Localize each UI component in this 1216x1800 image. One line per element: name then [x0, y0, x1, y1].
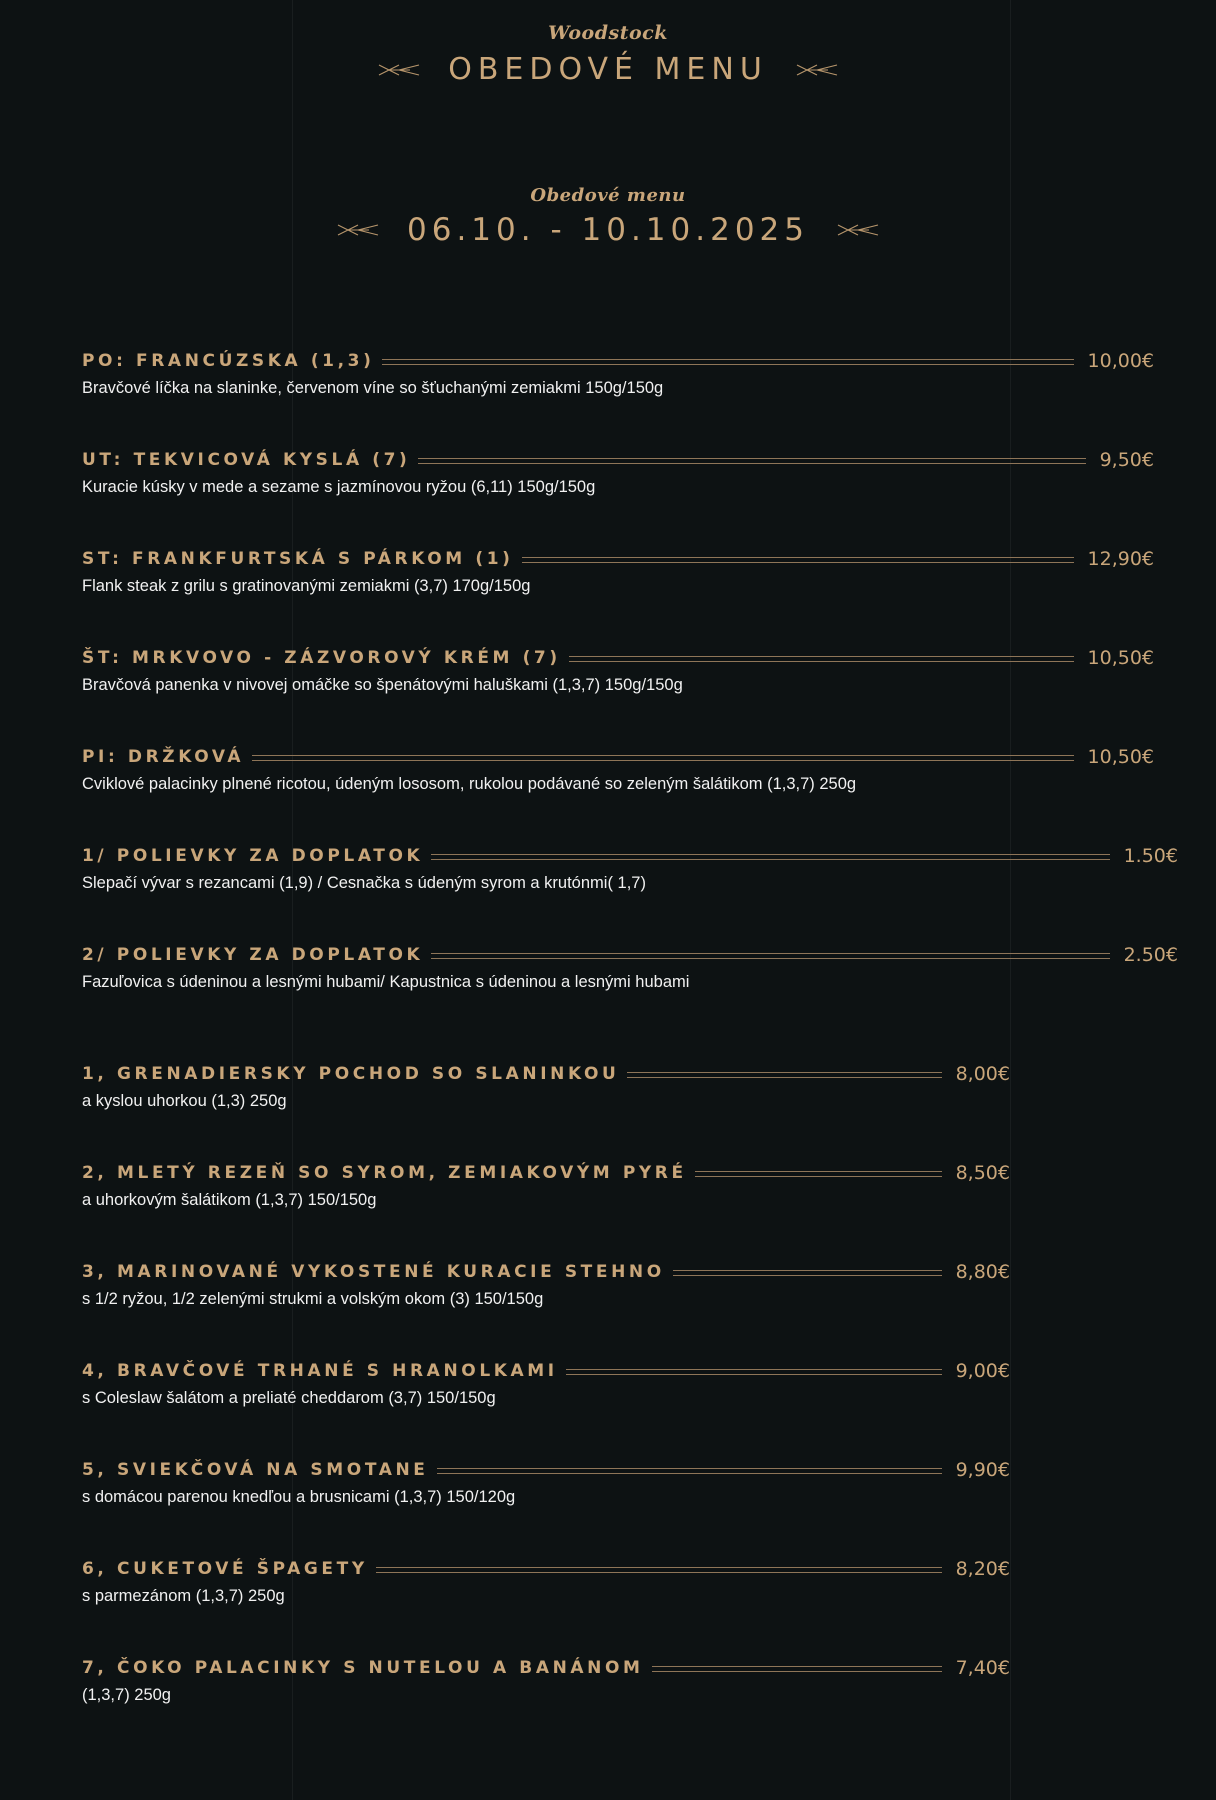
- ornament-right-icon: [796, 63, 838, 77]
- ornament-left-icon: [378, 63, 420, 77]
- item-name: PO: FRANCÚZSKA (1,3): [82, 351, 375, 371]
- item-price: 2.50€: [1123, 944, 1178, 966]
- item-price: 10,50€: [1087, 647, 1154, 669]
- dotted-leader: [437, 1468, 942, 1474]
- date-range: 06.10. - 10.10.2025: [407, 212, 809, 248]
- item-description: Bravčová panenka v nivovej omáčke so špenátovými haluškami (1,3,7) 150g/150g: [82, 676, 683, 694]
- dotted-leader: [382, 359, 1073, 365]
- menu-item: [82, 942, 1178, 1041]
- menu-item: [82, 843, 1178, 942]
- dotted-leader: [673, 1270, 942, 1276]
- week-header: [0, 185, 1216, 248]
- item-price: 12,90€: [1087, 548, 1154, 570]
- menu-item: [82, 1061, 1010, 1160]
- menu-item: [82, 1160, 1010, 1259]
- ornament-left-icon: [337, 223, 379, 237]
- item-description: a kyslou uhorkou (1,3) 250g: [82, 1092, 287, 1110]
- item-description: a uhorkovým šalátikom (1,3,7) 150/150g: [82, 1191, 377, 1209]
- item-name: UT: TEKVICOVÁ KYSLÁ (7): [82, 450, 411, 470]
- dotted-leader: [418, 458, 1085, 464]
- item-name: 1, GRENADIERSKY POCHOD SO SLANINKOU: [82, 1064, 620, 1084]
- menu-item: [82, 546, 1154, 645]
- page-title: OBEDOVÉ MENU: [448, 52, 768, 87]
- menu-header: [0, 22, 1216, 87]
- item-description: Slepačí vývar s rezancami (1,9) / Cesnačka s údeným syrom a krutónmi( 1,7): [82, 874, 646, 892]
- dotted-leader: [695, 1171, 942, 1177]
- item-name: 5, SVIEKČOVÁ NA SMOTANE: [82, 1460, 429, 1480]
- item-description: s parmezánom (1,3,7) 250g: [82, 1587, 285, 1605]
- item-name: 4, BRAVČOVÉ TRHANÉ S HRANOLKAMI: [82, 1361, 558, 1381]
- item-description: s 1/2 ryžou, 1/2 zelenými strukmi a volským okom (3) 150/150g: [82, 1290, 544, 1308]
- menu-item: [82, 1556, 1010, 1655]
- date-row: [0, 212, 1216, 248]
- item-name: ŠT: MRKVOVO - ZÁZVOROVÝ KRÉM (7): [82, 648, 561, 668]
- title-row: [0, 52, 1216, 87]
- ornament-right-icon: [837, 223, 879, 237]
- item-description: Kuracie kúsky v mede a sezame s jazmínovou ryžou (6,11) 150g/150g: [82, 478, 596, 496]
- daily-menu: [82, 348, 1178, 1041]
- item-name: ST: FRANKFURTSKÁ S PÁRKOM (1): [82, 549, 514, 569]
- dotted-leader: [652, 1666, 942, 1672]
- dotted-leader: [431, 854, 1109, 860]
- menu-item: [82, 1457, 1010, 1556]
- menu-item: [82, 447, 1154, 546]
- item-price: 10,00€: [1087, 350, 1154, 372]
- item-description: (1,3,7) 250g: [82, 1686, 171, 1704]
- menu-item: [82, 348, 1154, 447]
- dotted-leader: [431, 953, 1109, 959]
- menu-item: [82, 1655, 1010, 1754]
- item-price: 9,90€: [955, 1459, 1010, 1481]
- item-price: 7,40€: [955, 1657, 1010, 1679]
- dotted-leader: [627, 1072, 941, 1078]
- item-name: 7, ČOKO PALACINKY S NUTELOU A BANÁNOM: [82, 1658, 644, 1678]
- dotted-leader: [252, 755, 1073, 761]
- menu-item: [82, 1358, 1010, 1457]
- dotted-leader: [566, 1369, 942, 1375]
- item-price: 8,00€: [955, 1063, 1010, 1085]
- item-price: 8,50€: [955, 1162, 1010, 1184]
- item-description: Flank steak z grilu s gratinovanými zemiakmi (3,7) 170g/150g: [82, 577, 531, 595]
- menu-item: [82, 1259, 1010, 1358]
- item-name: 6, CUKETOVÉ ŠPAGETY: [82, 1559, 368, 1579]
- item-description: Fazuľovica s údeninou a lesnými hubami/ Kapustnica s údeninou a lesnými hubami: [82, 973, 690, 991]
- item-description: s Coleslaw šalátom a preliaté cheddarom (3,7) 150/150g: [82, 1389, 496, 1407]
- item-description: Bravčové líčka na slaninke, červenom víne so šťuchanými zemiakmi 150g/150g: [82, 379, 664, 397]
- item-price: 1.50€: [1123, 845, 1178, 867]
- week-label: Obedové menu: [530, 185, 686, 206]
- item-description: Cviklové palacinky plnené ricotou, údeným lososom, rukolou podávané so zeleným šalátikom (1,3,7) 250g: [82, 775, 857, 793]
- menu-item: [82, 645, 1154, 744]
- weekly-menu: [82, 1061, 1010, 1754]
- item-description: s domácou parenou knedľou a brusnicami (1,3,7) 150/120g: [82, 1488, 516, 1506]
- dotted-leader: [376, 1567, 942, 1573]
- item-price: 8,20€: [955, 1558, 1010, 1580]
- item-name: 2/ POLIEVKY ZA DOPLATOK: [82, 945, 424, 965]
- item-price: 9,00€: [955, 1360, 1010, 1382]
- item-name: 1/ POLIEVKY ZA DOPLATOK: [82, 846, 424, 866]
- item-name: PI: DRŽKOVÁ: [82, 747, 245, 767]
- item-price: 9,50€: [1099, 449, 1154, 471]
- dotted-leader: [522, 557, 1074, 563]
- item-price: 10,50€: [1087, 746, 1154, 768]
- item-name: 2, MLETÝ REZEŇ SO SYROM, ZEMIAKOVÝM PYRÉ: [82, 1163, 687, 1183]
- dotted-leader: [569, 656, 1074, 662]
- item-name: 3, MARINOVANÉ VYKOSTENÉ KURACIE STEHNO: [82, 1262, 665, 1282]
- menu-item: [82, 744, 1154, 843]
- brand-name: Woodstock: [548, 22, 668, 44]
- item-price: 8,80€: [955, 1261, 1010, 1283]
